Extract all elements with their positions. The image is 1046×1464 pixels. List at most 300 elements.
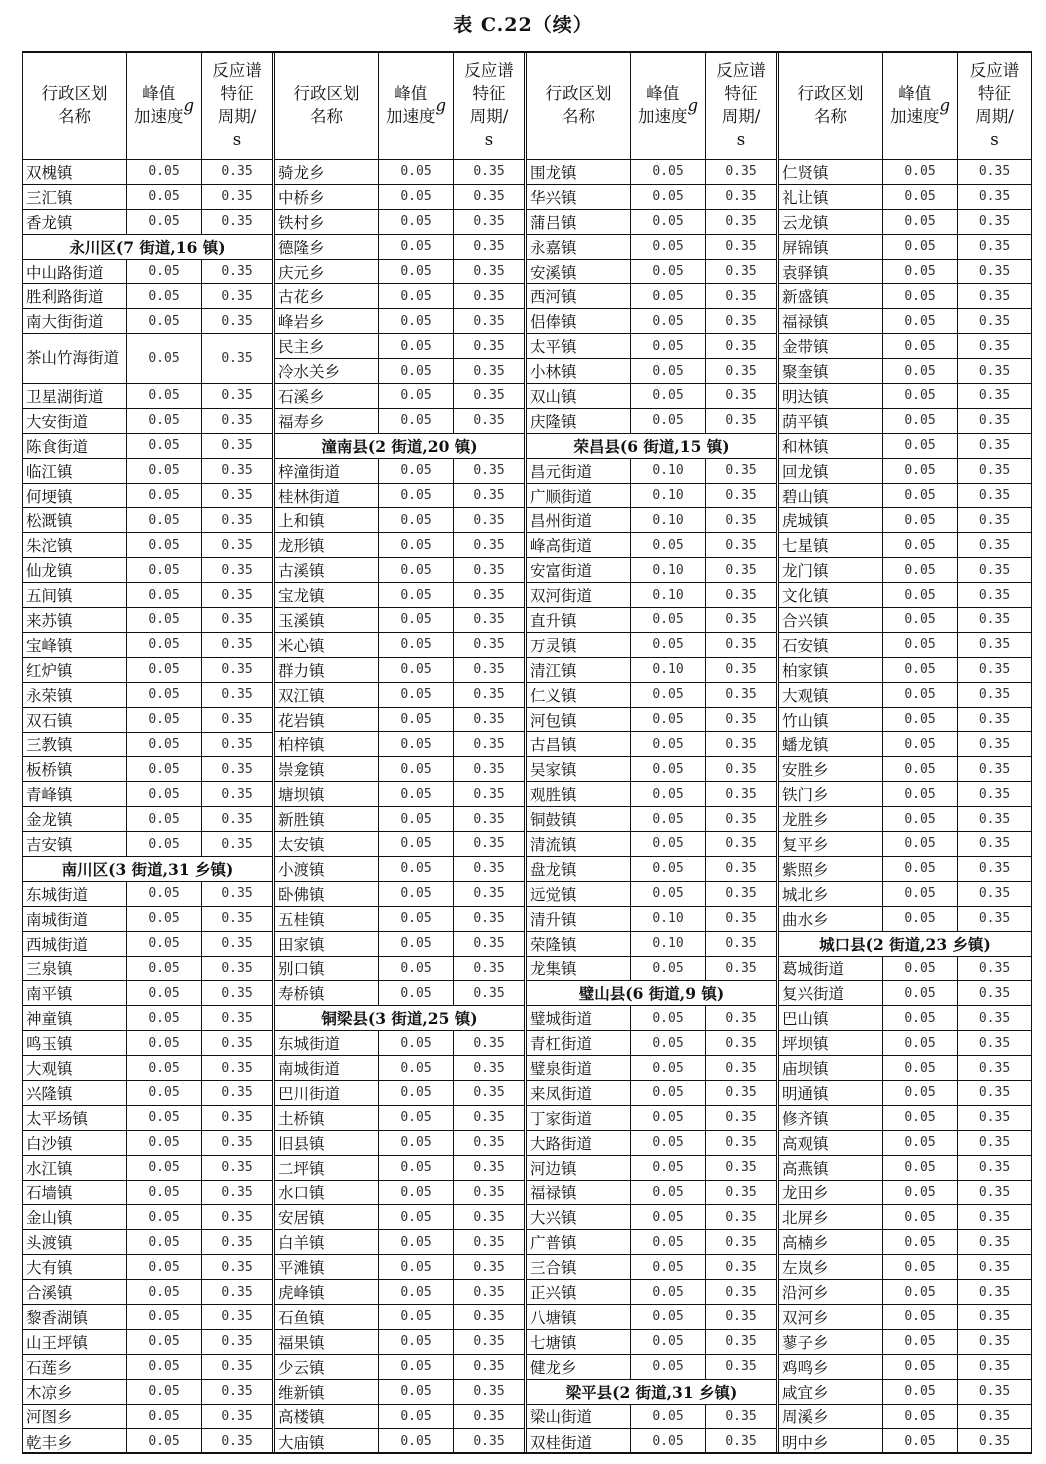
cell-pga: 0.05 (883, 334, 958, 358)
cell-pga: 0.05 (379, 508, 454, 532)
table-row (527, 1205, 776, 1230)
table-row (527, 409, 776, 434)
cell-pga: 0.05 (631, 309, 706, 333)
cell-name: 安居镇 (275, 1205, 379, 1229)
cell-period: 0.35 (473, 463, 505, 479)
cell-name: 鸣玉镇 (23, 1031, 127, 1055)
table-row (527, 932, 776, 957)
cell-period: 0.35 (725, 712, 757, 728)
cell-name: 聚奎镇 (779, 359, 883, 383)
table-row (779, 558, 1031, 583)
cell-pga: 0.05 (631, 882, 706, 906)
cell-pga: 0.05 (883, 1205, 958, 1229)
cell-pga: 0.05 (379, 1380, 454, 1404)
cell-period: 0.35 (725, 239, 757, 255)
table-row (527, 160, 776, 185)
cell-name: 峰岩乡 (275, 309, 379, 333)
cell-period: 0.35 (473, 1184, 505, 1200)
cell-period: 0.35 (473, 786, 505, 802)
cell-name: 水口镇 (275, 1181, 379, 1205)
cell-pga: 0.05 (379, 608, 454, 632)
cell-name: 华兴镇 (527, 185, 631, 209)
cell-name: 碧山镇 (779, 484, 883, 508)
cell-pga: 0.05 (127, 1031, 202, 1055)
table-row (527, 1031, 776, 1056)
table-row (527, 757, 776, 782)
group-header-row (23, 857, 272, 882)
cell-period: 0.35 (221, 438, 253, 454)
cell-pga: 0.05 (631, 1230, 706, 1254)
header-pga-unit: g (939, 95, 951, 115)
cell-name: 南大街街道 (23, 309, 127, 333)
table-row (779, 981, 1031, 1006)
cell-pga: 0.05 (127, 260, 202, 284)
cell-name: 曲水乡 (779, 907, 883, 931)
table-row (779, 633, 1031, 658)
cell-pga: 0.05 (379, 1255, 454, 1279)
cell-pga: 0.05 (631, 1255, 706, 1279)
cell-period: 0.35 (978, 911, 1011, 927)
table-row (275, 658, 524, 683)
cell-name: 昌元街道 (527, 459, 631, 483)
cell-pga: 0.05 (631, 1056, 706, 1080)
cell-name: 城北乡 (779, 882, 883, 906)
cell-pga: 0.05 (379, 857, 454, 881)
cell-period: 0.35 (473, 1259, 505, 1275)
cell-pga: 0.05 (379, 384, 454, 408)
table-row (275, 1205, 524, 1230)
cell-period: 0.35 (978, 836, 1011, 852)
table-row (23, 1181, 272, 1206)
table-row (779, 857, 1031, 882)
cell-period: 0.35 (978, 811, 1011, 827)
table-row (275, 608, 524, 633)
cell-period: 0.35 (473, 1160, 505, 1176)
cell-pga: 0.05 (631, 857, 706, 881)
cell-pga: 0.10 (631, 508, 706, 532)
table-row (275, 1056, 524, 1081)
cell-name: 沿河乡 (779, 1280, 883, 1304)
cell-name: 庆元乡 (275, 260, 379, 284)
cell-pga: 0.10 (631, 459, 706, 483)
cell-pga: 0.05 (631, 832, 706, 856)
cell-period: 0.35 (473, 239, 505, 255)
cell-period: 0.35 (725, 338, 757, 354)
table-column-group (779, 53, 1031, 1452)
cell-period: 0.35 (473, 861, 505, 877)
table-row (275, 1255, 524, 1280)
cell-pga: 0.05 (883, 434, 958, 458)
cell-period: 0.35 (473, 1135, 505, 1151)
cell-pga: 0.05 (379, 981, 454, 1005)
cell-period: 0.35 (221, 1408, 253, 1424)
cell-period: 0.35 (978, 960, 1011, 976)
cell-period: 0.35 (725, 736, 757, 752)
cell-pga: 0.05 (631, 210, 706, 234)
cell-name: 田家镇 (275, 932, 379, 956)
cell-name: 礼让镇 (779, 185, 883, 209)
cell-pga: 0.05 (379, 1405, 454, 1429)
cell-period: 0.35 (473, 662, 505, 678)
table-row (527, 683, 776, 708)
cell-name: 柏家镇 (779, 658, 883, 682)
cell-pga: 0.05 (883, 1429, 958, 1454)
cell-period: 0.35 (473, 413, 505, 429)
cell-period: 0.35 (473, 736, 505, 752)
cell-pga: 0.05 (631, 1131, 706, 1155)
table-row (275, 1230, 524, 1255)
cell-pga: 0.05 (127, 1405, 202, 1429)
table-row (527, 533, 776, 558)
header-name: 行政区划 名称 (23, 53, 127, 159)
cell-period: 0.35 (221, 388, 253, 404)
table-row (275, 807, 524, 832)
cell-period: 0.35 (221, 1309, 253, 1325)
cell-name: 北屏乡 (779, 1205, 883, 1229)
cell-pga: 0.05 (883, 1355, 958, 1379)
cell-name: 仁贤镇 (779, 160, 883, 184)
cell-period: 0.35 (473, 363, 505, 379)
cell-pga: 0.05 (127, 309, 202, 333)
cell-pga: 0.05 (379, 633, 454, 657)
cell-pga: 0.05 (379, 757, 454, 781)
cell-period: 0.35 (221, 1110, 253, 1126)
cell-name: 咸宜乡 (779, 1380, 883, 1404)
table-row (527, 807, 776, 832)
cell-period: 0.35 (725, 164, 757, 180)
cell-period: 0.35 (221, 712, 253, 728)
cell-pga: 0.05 (127, 708, 202, 732)
cell-name: 卫星湖街道 (23, 384, 127, 408)
cell-period: 0.35 (978, 463, 1011, 479)
table-row (527, 658, 776, 683)
cell-name: 河包镇 (527, 708, 631, 732)
table-row (275, 384, 524, 409)
cell-period: 0.35 (978, 1359, 1011, 1375)
cell-pga: 0.05 (631, 732, 706, 756)
cell-name: 金带镇 (779, 334, 883, 358)
table-row (779, 583, 1031, 608)
cell-name: 胜利路街道 (23, 284, 127, 308)
cell-pga: 0.05 (883, 608, 958, 632)
cell-period: 0.35 (725, 886, 757, 902)
seismic-parameter-table (22, 51, 1032, 1454)
cell-period: 0.35 (473, 1384, 505, 1400)
cell-period: 0.35 (221, 288, 253, 304)
table-row (23, 1031, 272, 1056)
cell-pga: 0.05 (883, 1031, 958, 1055)
table-row (527, 334, 776, 359)
cell-period: 0.35 (473, 687, 505, 703)
table-row (527, 235, 776, 260)
cell-pga: 0.05 (379, 1330, 454, 1354)
cell-name: 西城街道 (23, 932, 127, 956)
cell-pga: 0.05 (883, 757, 958, 781)
cell-pga: 0.05 (883, 1181, 958, 1205)
cell-name: 德隆乡 (275, 235, 379, 259)
header-period: 反应谱 特征 周期/ s (716, 61, 766, 149)
table-row (23, 807, 272, 832)
table-header (23, 53, 272, 160)
table-row (527, 1230, 776, 1255)
cell-period: 0.35 (978, 438, 1011, 454)
table-row (23, 1280, 272, 1305)
cell-pga: 0.05 (127, 832, 202, 856)
cell-name: 双槐镇 (23, 160, 127, 184)
cell-period: 0.35 (473, 911, 505, 927)
cell-name: 石安镇 (779, 633, 883, 657)
cell-name: 丁家街道 (527, 1106, 631, 1130)
cell-pga: 0.05 (631, 1106, 706, 1130)
table-row (23, 334, 272, 384)
cell-pga: 0.05 (631, 409, 706, 433)
cell-period: 0.35 (978, 662, 1011, 678)
cell-pga: 0.05 (379, 957, 454, 981)
cell-period: 0.35 (725, 1359, 757, 1375)
cell-pga: 0.05 (883, 284, 958, 308)
cell-name: 文化镇 (779, 583, 883, 607)
cell-period: 0.35 (978, 288, 1011, 304)
table-row (23, 160, 272, 185)
cell-name: 头渡镇 (23, 1230, 127, 1254)
cell-pga: 0.05 (379, 1081, 454, 1105)
cell-period: 0.35 (725, 1110, 757, 1126)
cell-pga: 0.05 (379, 907, 454, 931)
cell-period: 0.35 (978, 587, 1011, 603)
cell-pga: 0.05 (883, 1106, 958, 1130)
cell-period: 0.35 (221, 736, 253, 752)
table-row (275, 932, 524, 957)
cell-name: 盘龙镇 (527, 857, 631, 881)
cell-name: 庙坝镇 (779, 1056, 883, 1080)
cell-period: 0.35 (473, 313, 505, 329)
cell-period: 0.35 (725, 836, 757, 852)
cell-pga: 0.05 (127, 160, 202, 184)
cell-name: 八塘镇 (527, 1305, 631, 1329)
cell-pga: 0.05 (883, 1230, 958, 1254)
table-row (23, 1156, 272, 1181)
cell-pga: 0.05 (379, 359, 454, 383)
table-row (779, 1056, 1031, 1081)
cell-pga: 0.05 (127, 1106, 202, 1130)
cell-name: 五桂镇 (275, 907, 379, 931)
cell-pga: 0.05 (379, 235, 454, 259)
table-row (527, 284, 776, 309)
cell-period: 0.35 (221, 189, 253, 205)
cell-name: 别口镇 (275, 957, 379, 981)
cell-pga: 0.05 (127, 633, 202, 657)
group-header-row (527, 1380, 776, 1405)
cell-period: 0.35 (978, 1060, 1011, 1076)
table-row (779, 484, 1031, 509)
cell-period: 0.35 (978, 264, 1011, 279)
cell-name: 太平场镇 (23, 1106, 127, 1130)
cell-pga: 0.05 (883, 732, 958, 756)
table-row (779, 1031, 1031, 1056)
cell-name: 广顺街道 (527, 484, 631, 508)
table-row (23, 832, 272, 857)
table-row (779, 160, 1031, 185)
table-row (527, 459, 776, 484)
table-row (275, 708, 524, 733)
table-row (779, 1156, 1031, 1181)
table-row (527, 1330, 776, 1355)
cell-pga: 0.05 (883, 558, 958, 582)
cell-period: 0.35 (473, 1035, 505, 1051)
cell-pga: 0.05 (883, 658, 958, 682)
cell-name: 大安街道 (23, 409, 127, 433)
cell-period: 0.35 (221, 587, 253, 603)
cell-pga: 0.05 (883, 683, 958, 707)
cell-name: 吉安镇 (23, 832, 127, 856)
cell-pga: 0.05 (631, 284, 706, 308)
table-row (527, 708, 776, 733)
group-header-label: 潼南县(2 街道,20 镇) (321, 436, 478, 456)
cell-period: 0.35 (978, 1309, 1011, 1325)
cell-pga: 0.05 (127, 733, 202, 757)
cell-pga: 0.05 (883, 409, 958, 433)
cell-name: 安溪镇 (527, 260, 631, 284)
cell-period: 0.35 (725, 911, 757, 927)
cell-period: 0.35 (725, 463, 757, 479)
cell-name: 石莲乡 (23, 1355, 127, 1379)
table-row (23, 459, 272, 484)
table-row (275, 981, 524, 1006)
table-row (23, 608, 272, 633)
cell-pga: 0.05 (127, 1081, 202, 1105)
cell-pga: 0.05 (379, 210, 454, 234)
cell-pga: 0.05 (379, 1355, 454, 1379)
table-row (527, 1405, 776, 1430)
cell-pga: 0.05 (883, 484, 958, 508)
cell-name: 崇龛镇 (275, 757, 379, 781)
cell-pga: 0.05 (379, 1181, 454, 1205)
table-row (275, 633, 524, 658)
cell-period: 0.35 (221, 1060, 253, 1076)
cell-period: 0.35 (221, 214, 253, 230)
cell-period: 0.35 (978, 861, 1011, 877)
cell-name: 葛城街道 (779, 957, 883, 981)
cell-pga: 0.05 (883, 309, 958, 333)
cell-name: 梁山街道 (527, 1405, 631, 1429)
cell-pga: 0.05 (883, 907, 958, 931)
cell-name: 双桂街道 (527, 1429, 631, 1454)
cell-period: 0.35 (221, 612, 253, 628)
table-row (779, 1006, 1031, 1031)
cell-name: 冷水关乡 (275, 359, 379, 383)
cell-name: 峰高街道 (527, 533, 631, 557)
cell-name: 复平乡 (779, 832, 883, 856)
table-row (275, 309, 524, 334)
cell-name: 柏梓镇 (275, 732, 379, 756)
cell-pga: 0.05 (631, 334, 706, 358)
cell-name: 蓼子乡 (779, 1330, 883, 1354)
table-row (779, 384, 1031, 409)
cell-name: 屏锦镇 (779, 235, 883, 259)
table-row (527, 633, 776, 658)
cell-name: 紫照乡 (779, 857, 883, 881)
cell-pga: 0.05 (379, 533, 454, 557)
table-row (527, 484, 776, 509)
table-row (779, 757, 1031, 782)
table-row (23, 508, 272, 533)
table-row (23, 733, 272, 758)
cell-period: 0.35 (978, 1160, 1011, 1176)
cell-pga: 0.05 (883, 1380, 958, 1404)
cell-pga: 0.05 (127, 807, 202, 831)
cell-name: 旧县镇 (275, 1131, 379, 1155)
cell-period: 0.35 (725, 1209, 757, 1225)
cell-period: 0.35 (725, 1010, 757, 1026)
cell-pga: 0.05 (127, 210, 202, 234)
table-header (779, 53, 1031, 160)
cell-name: 五间镇 (23, 583, 127, 607)
cell-period: 0.35 (473, 1309, 505, 1325)
cell-pga: 0.05 (631, 757, 706, 781)
table-row (527, 1255, 776, 1280)
cell-pga: 0.05 (631, 1429, 706, 1454)
cell-name: 陈食街道 (23, 434, 127, 458)
cell-name: 安胜乡 (779, 757, 883, 781)
cell-period: 0.35 (725, 1259, 757, 1275)
table-row (779, 210, 1031, 235)
cell-period: 0.35 (725, 1160, 757, 1176)
cell-pga: 0.05 (379, 309, 454, 333)
cell-pga: 0.05 (127, 1355, 202, 1379)
table-row (779, 708, 1031, 733)
cell-pga: 0.05 (883, 882, 958, 906)
cell-pga: 0.05 (127, 608, 202, 632)
cell-period: 0.35 (221, 811, 253, 827)
group-header-label: 璧山县(6 街道,9 镇) (578, 984, 725, 1004)
table-row (23, 1330, 272, 1355)
cell-period: 0.35 (221, 1259, 253, 1275)
cell-period: 0.35 (221, 1135, 253, 1151)
cell-period: 0.35 (221, 936, 253, 952)
table-row (23, 658, 272, 683)
cell-name: 云龙镇 (779, 210, 883, 234)
cell-period: 0.35 (221, 413, 253, 429)
cell-name: 花岩镇 (275, 708, 379, 732)
table-row (23, 1081, 272, 1106)
table-row (779, 284, 1031, 309)
header-period: 反应谱 特征 周期/ s (212, 61, 262, 149)
cell-period: 0.35 (978, 189, 1011, 205)
table-row (527, 608, 776, 633)
cell-pga: 0.05 (379, 1031, 454, 1055)
cell-pga: 0.05 (127, 1181, 202, 1205)
cell-period: 0.35 (978, 1085, 1011, 1101)
cell-pga: 0.10 (631, 932, 706, 956)
cell-pga: 0.05 (127, 981, 202, 1005)
cell-name: 清升镇 (527, 907, 631, 931)
cell-pga: 0.05 (631, 533, 706, 557)
table-row (275, 683, 524, 708)
cell-name: 周溪乡 (779, 1405, 883, 1429)
cell-name: 荫平镇 (779, 409, 883, 433)
cell-name: 红炉镇 (23, 658, 127, 682)
table-row (23, 583, 272, 608)
table-row (23, 260, 272, 285)
cell-period: 0.35 (725, 1184, 757, 1200)
table-row (275, 1330, 524, 1355)
cell-name: 福果镇 (275, 1330, 379, 1354)
cell-period: 0.35 (978, 612, 1011, 628)
table-row (779, 732, 1031, 757)
cell-pga: 0.05 (883, 981, 958, 1005)
cell-period: 0.35 (221, 1184, 253, 1200)
cell-pga: 0.05 (883, 857, 958, 881)
